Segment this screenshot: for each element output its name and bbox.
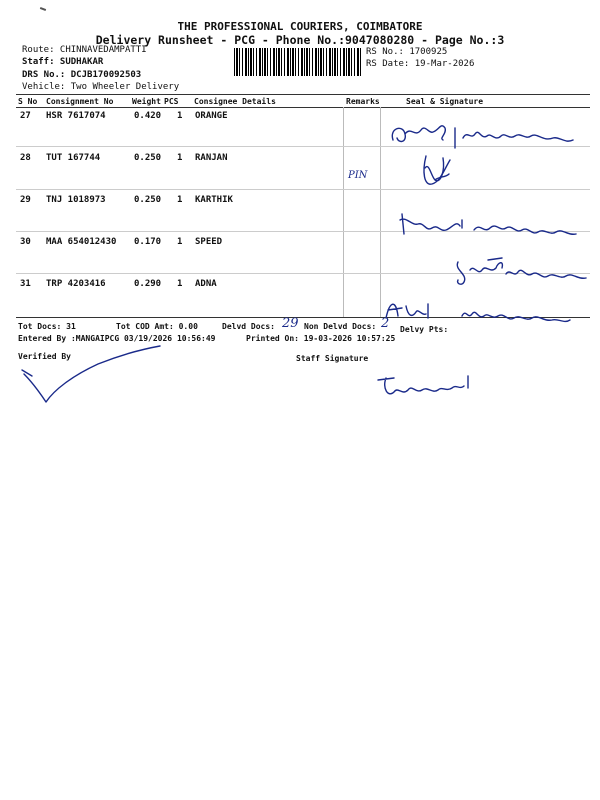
scan-mark: [40, 7, 46, 11]
col-consignment: Consignment No: [46, 97, 114, 106]
staff-text: Staff: SUDHAKAR: [22, 57, 104, 67]
remarks-left-border: [343, 107, 344, 317]
tot-docs: Tot Docs: 31: [18, 322, 76, 331]
tot-cod: Tot COD Amt: 0.00: [116, 322, 198, 331]
remark-handwritten: PIN: [348, 170, 368, 181]
delvy-pts: Delvy Pts:: [400, 325, 449, 334]
delvd-docs: Delvd Docs:: [222, 322, 275, 331]
signature-row29: [396, 206, 586, 246]
entered-by: Entered By :MANGAIPCG 03/19/2026 10:56:49: [18, 334, 216, 343]
col-sno: S No: [18, 97, 38, 106]
staff-signature: [372, 368, 482, 408]
row-weight: 0.250: [134, 153, 162, 163]
row-consignee: KARTHIK: [195, 195, 233, 205]
table-header-rule: [16, 107, 590, 108]
delvd-docs-handwritten: 29: [282, 316, 299, 331]
printed-on: Printed On: 19-03-2026 10:57:25: [246, 334, 396, 343]
row-pcs: 1: [177, 111, 183, 121]
row-consignment: HSR 7617074: [46, 111, 106, 121]
rs-no-text: RS No.: 1700925: [366, 47, 448, 57]
row-consignee: RANJAN: [195, 153, 228, 163]
verified-signature: [18, 346, 168, 408]
row-pcs: 1: [177, 195, 183, 205]
vehicle-text: Vehicle: Two Wheeler Delivery: [22, 82, 180, 92]
barcode: [234, 48, 362, 76]
row-weight: 0.250: [134, 195, 162, 205]
row-sno: 30: [20, 237, 31, 247]
row-consignee: ADNA: [195, 279, 217, 289]
col-weight: Weight: [132, 97, 161, 106]
row-consignee: SPEED: [195, 237, 223, 247]
row-consignment: TNJ 1018973: [46, 195, 106, 205]
verified-by: Verified By: [18, 352, 71, 361]
table-top-rule: [16, 94, 590, 95]
drs-text: DRS No.: DCJB170092503: [22, 70, 142, 80]
row-consignment: MAA 654012430: [46, 237, 117, 247]
signature-row27: [385, 118, 585, 198]
non-delvd-docs-handwritten: 2: [381, 316, 390, 331]
row-consignee: ORANGE: [195, 111, 228, 121]
row-weight: 0.420: [134, 111, 162, 121]
row-sno: 29: [20, 195, 31, 205]
route-text: Route: CHINNAVEDAMPATTI: [22, 45, 147, 55]
row-weight: 0.170: [134, 237, 162, 247]
col-pcs: PCS: [164, 97, 179, 106]
signature-row30: [452, 250, 592, 290]
runsheet-title: Delivery Runsheet - PCG - Phone No.:9047080280 - Page No.:3: [95, 33, 505, 47]
col-remarks: Remarks: [346, 97, 380, 106]
remarks-right-border: [380, 107, 381, 317]
row-pcs: 1: [177, 237, 183, 247]
row-pcs: 1: [177, 279, 183, 289]
company-title: THE PROFESSIONAL COURIERS, COIMBATORE: [177, 20, 423, 33]
row-pcs: 1: [177, 153, 183, 163]
row-sno: 31: [20, 279, 31, 289]
rs-date-text: RS Date: 19-Mar-2026: [366, 59, 475, 69]
row-sno: 27: [20, 111, 31, 121]
row-consignment: TUT 167744: [46, 153, 101, 163]
signature-row28: [416, 146, 456, 196]
col-seal: Seal & Signature: [406, 97, 484, 106]
row-sno: 28: [20, 153, 31, 163]
row-weight: 0.290: [134, 279, 162, 289]
col-consignee: Consignee Details: [194, 97, 276, 106]
non-delvd-docs: Non Delvd Docs:: [304, 322, 377, 331]
row-consignment: TRP 4203416: [46, 279, 106, 289]
staff-signature-label: Staff Signature: [296, 354, 369, 363]
signature-row31: [380, 296, 580, 332]
